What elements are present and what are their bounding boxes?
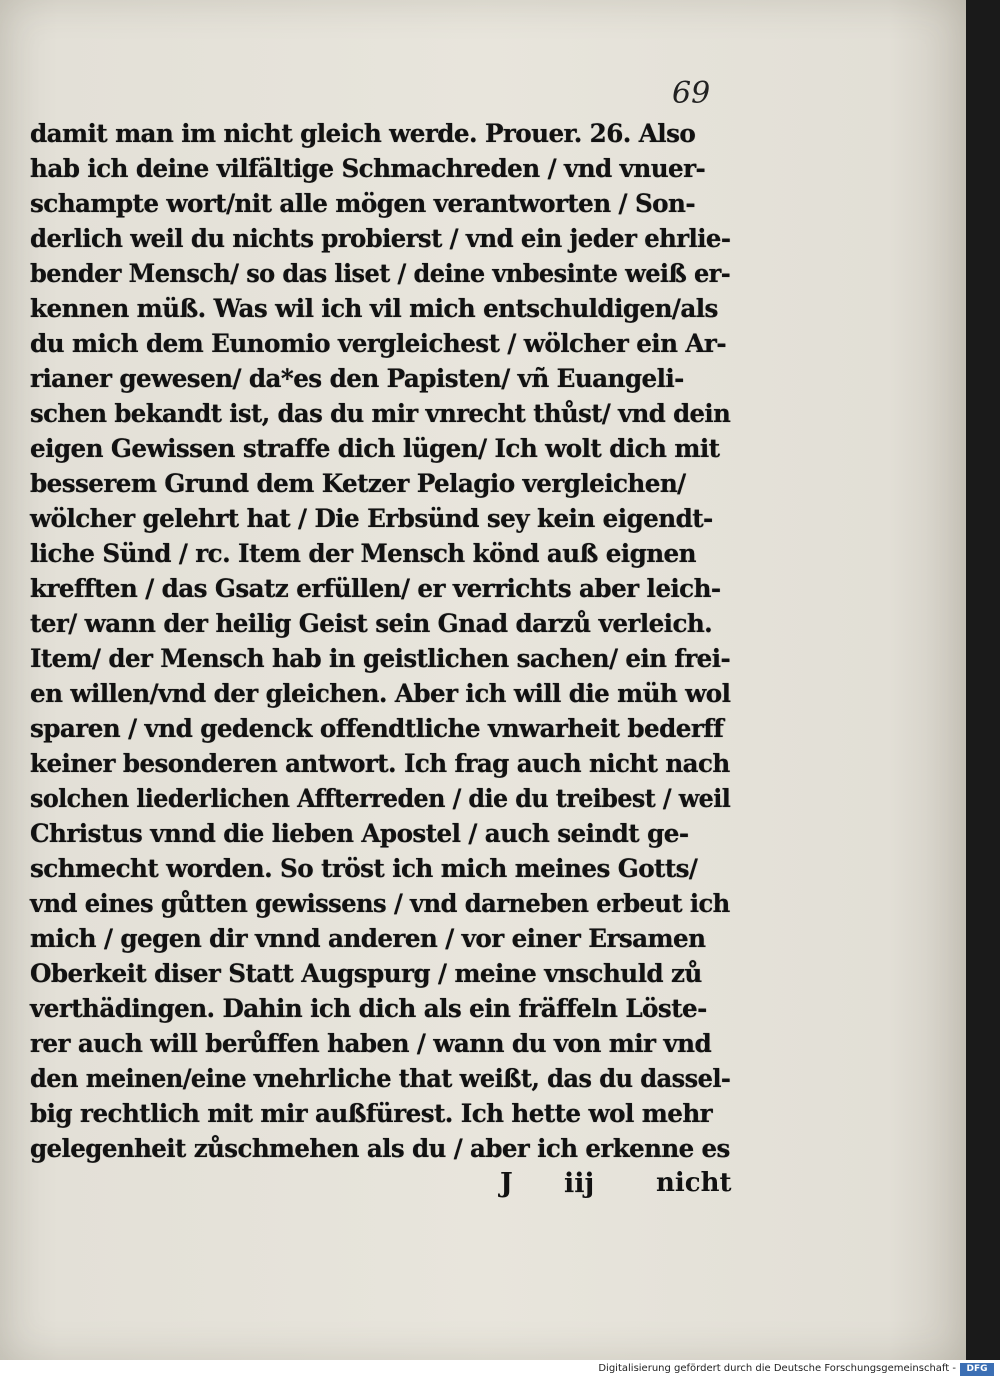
catchword: nicht [656,1168,732,1198]
text-line: Christus vnnd die lieben Apostel / auch seindt ge- [30,819,689,848]
credit-bar [0,1360,1000,1380]
credit-text: Digitalisierung gefördert durch die Deutsche Forschungsgemeinschaft - [598,1363,956,1374]
text-line: wölcher gelehrt hat / Die Erbsünd sey kein eigendt- [30,504,713,533]
text-line: schmecht worden. So tröst ich mich meines Gotts/ [30,854,698,883]
text-line: big rechtlich mit mir außfürest. Ich hette wol mehr [30,1099,713,1128]
text-line: bender Mensch/ so das liset / deine vnbesinte weiß er- [30,259,731,288]
text-line: schampte wort/nit alle mögen verantworten / Son- [30,189,695,218]
text-line: du mich dem Eunomio vergleichest / wölcher ein Ar- [30,329,726,358]
text-line: en willen/vnd der gleichen. Aber ich will die müh wol [30,679,731,708]
text-line: eigen Gewissen straffe dich lügen/ Ich wolt dich mit [30,434,720,463]
signature-letter: J [500,1168,513,1199]
text-line: hab ich deine vilfältige Schmachreden / vnd vnuer- [30,154,706,183]
text-line: damit man im nicht gleich werde. Prouer. 26. Also [30,119,696,148]
text-block [30,116,740,1166]
text-line: ter/ wann der heilig Geist sein Gnad darzů verleich. [30,609,713,638]
page-number: 69 [672,76,711,111]
text-line: verthädingen. Dahin ich dich als ein fräffeln Löste- [30,994,707,1023]
text-line: keiner besonderen antwort. Ich frag auch nicht nach [30,749,730,778]
text-line: Item/ der Mensch hab in geistlichen sachen/ ein frei- [30,644,731,673]
signature-row [30,1168,740,1208]
text-line: kennen müß. Was wil ich vil mich entschuldigen/als [30,294,718,323]
text-line: schen bekandt ist, das du mir vnrecht thůst/ vnd dein [30,399,731,428]
dfg-logo[interactable]: DFG [960,1363,994,1376]
text-line: solchen liederlichen Affterreden / die du treibest / weil [30,784,731,813]
text-line: gelegenheit zůschmehen als du / aber ich erkenne es [30,1134,730,1163]
text-line: vnd eines gůtten gewissens / vnd darneben erbeut ich [30,889,730,918]
text-line: derlich weil du nichts probierst / vnd ein jeder ehrlie- [30,224,731,253]
text-line: den meinen/eine vnehrliche that weißt, das du dassel- [30,1064,731,1093]
text-line: besserem Grund dem Ketzer Pelagio vergleichen/ [30,469,686,498]
text-line: rianer gewesen/ da*es den Papisten/ vñ Euangeli- [30,364,684,393]
text-line: Oberkeit diser Statt Augspurg / meine vnschuld zů [30,959,702,988]
signature-number: iij [564,1168,595,1199]
text-line: rer auch will berůffen haben / wann du von mir vnd [30,1029,712,1058]
text-line: mich / gegen dir vnnd anderen / vor einer Ersamen [30,924,706,953]
text-line: liche Sünd / rc. Item der Mensch könd auß eignen [30,539,696,568]
text-line: krefften / das Gsatz erfüllen/ er verrichts aber leich- [30,574,721,603]
text-line: sparen / vnd gedenck offendtliche vnwarheit bederff [30,714,724,743]
